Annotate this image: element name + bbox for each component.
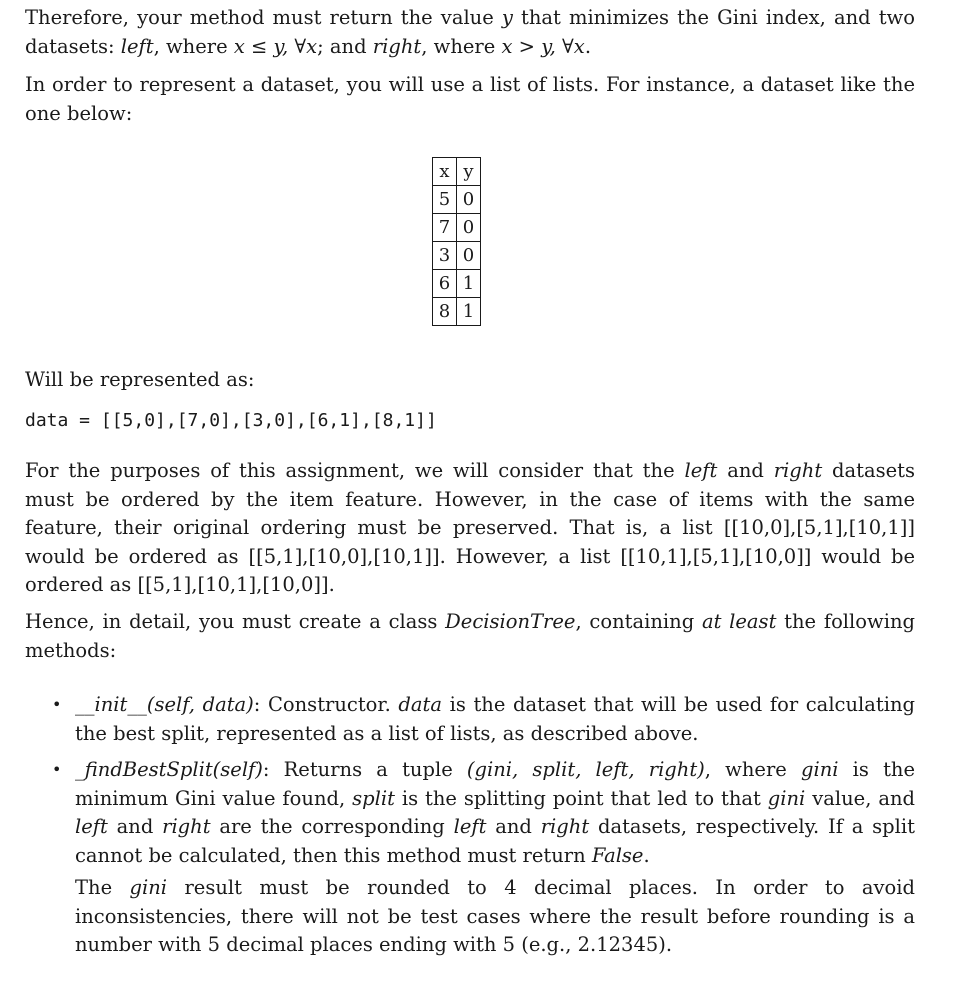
term-left: left (453, 815, 487, 838)
text: value, and (805, 786, 915, 810)
table-header-y: y (457, 158, 481, 186)
text: For the purposes of this assignment, we will consider that the (25, 459, 685, 482)
text: result must be rounded to 4 decimal places. In order to avoid inconsistencies, there will not be test cases where the result before rounding is a number with 5 decimal places ending with 5 (e.g., 2.12345). (75, 876, 915, 956)
table-row (433, 214, 481, 242)
term-right: right (162, 815, 211, 838)
term-left: left (120, 34, 154, 58)
text: is the splitting point that led to that (394, 786, 768, 810)
table-cell: 0 (457, 186, 481, 214)
method-description (75, 691, 915, 748)
example-dataset-table (432, 157, 481, 326)
text: and (107, 815, 163, 838)
emphasis-at-least: at least (701, 610, 777, 633)
table-cell: 7 (433, 214, 457, 242)
term-left: left (684, 459, 718, 482)
text: the following methods: (25, 610, 915, 662)
table-row (433, 186, 481, 214)
class-name: DecisionTree (445, 610, 576, 633)
table-cell: 3 (433, 242, 457, 270)
math-tuple: (gini, split, left, right) (466, 758, 705, 781)
term-gini: gini (129, 876, 168, 899)
text: , containing (575, 610, 702, 633)
text: datasets must be ordered by the item feature. However, in the case of items with the same feature, their original ordering must be preserved. That is, a list [[10,0],[5,1],[10,1]] would be ordered as [[5,1],[10,0],[10,1]]. However, a list [[10,1],[5,1],[10,0]] would be ordered as [[5,1],[10,1],[10,0]]. (25, 459, 915, 596)
bullet-icon: • (52, 760, 62, 779)
table-row (433, 242, 481, 270)
table-header-row (433, 158, 481, 186)
rounding-note (75, 874, 915, 960)
term-right: right (540, 815, 590, 838)
math-left-condition: x ≤ y, ∀x (233, 34, 318, 58)
paragraph-represented-as: Will be represented as: (25, 368, 255, 391)
method-signature: _findBestSplit(self) (75, 758, 263, 781)
table-cell: 1 (457, 270, 481, 298)
bullet-icon: • (52, 695, 62, 714)
text: : Constructor. (253, 693, 399, 716)
text: , where (704, 758, 801, 781)
method-signature: __init__(self, data) (75, 693, 254, 716)
text: and (486, 815, 541, 838)
text: , where (153, 34, 234, 58)
text: Therefore, your method must return the value (25, 6, 502, 29)
text: : Returns a tuple (262, 758, 467, 781)
term-split: split (352, 786, 395, 810)
text: are the corresponding (210, 815, 454, 838)
text: . (643, 843, 650, 867)
term-right: right (372, 34, 422, 58)
term-false: False (591, 843, 644, 867)
text: datasets, respectively. If a split cannot be calculated, then this method must return (75, 815, 915, 867)
term-data: data (398, 693, 442, 716)
text: is the minimum Gini value found, (75, 758, 916, 810)
table-cell: 5 (433, 186, 457, 214)
text: that minimizes the Gini index, and two datasets: (25, 6, 915, 58)
table-cell: 8 (433, 298, 457, 326)
table-cell: 1 (457, 298, 481, 326)
text: and (717, 459, 774, 482)
paragraph-dataset-intro: In order to represent a dataset, you will use a list of lists. For instance, a dataset like the one below: (25, 73, 915, 125)
paragraph-return-value (25, 4, 915, 61)
list-item-init (25, 691, 915, 748)
methods-list (25, 691, 915, 968)
text: Hence, in detail, you must create a class (25, 610, 446, 633)
paragraph-ordering-rules (25, 457, 915, 600)
code-snippet: data = [[5,0],[7,0],[3,0],[6,1],[8,1]] (25, 410, 437, 431)
table-cell: 6 (433, 270, 457, 298)
list-item-find-best-split (25, 756, 915, 960)
method-description (75, 756, 915, 870)
term-gini: gini (767, 786, 806, 810)
math-right-condition: x > y, ∀x (501, 34, 585, 58)
text: , where (421, 34, 502, 58)
text: ; and (317, 34, 373, 58)
math-y: y (501, 6, 513, 29)
term-right: right (773, 459, 823, 482)
term-left: left (75, 815, 108, 838)
table-header-x: x (433, 158, 457, 186)
table-row (433, 270, 481, 298)
table-row (433, 298, 481, 326)
text: is the dataset that will be used for calculating the best split, represented as a list of lists, as described above. (75, 693, 916, 745)
text: The (75, 876, 130, 899)
text: . (584, 34, 592, 58)
table-cell: 0 (457, 214, 481, 242)
term-gini: gini (800, 758, 839, 781)
paragraph-class-requirements (25, 608, 915, 665)
table-cell: 0 (457, 242, 481, 270)
